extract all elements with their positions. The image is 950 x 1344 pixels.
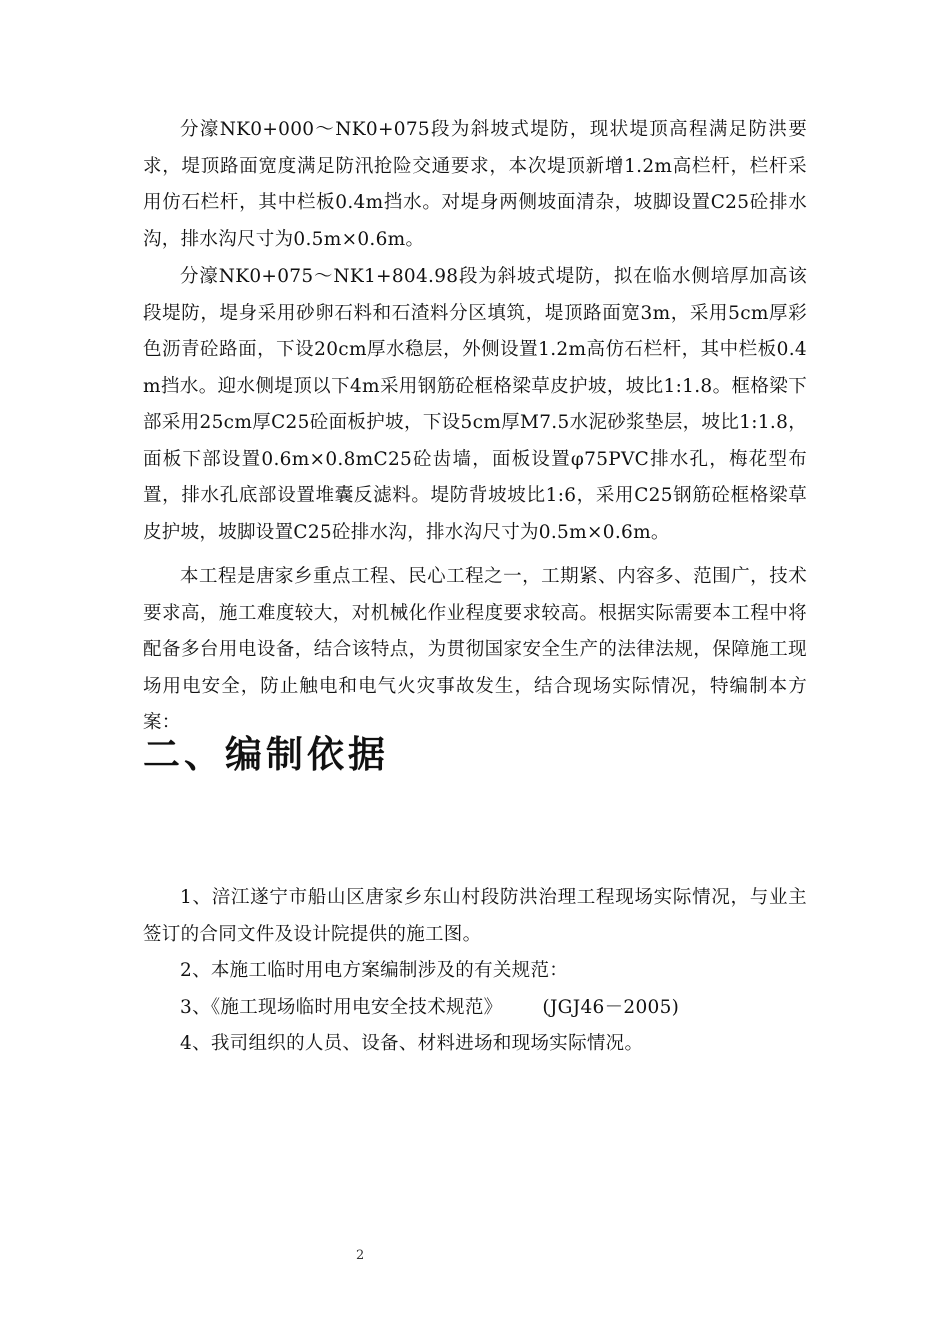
basis-item-3-code: (JGJ46－2005) [542,996,680,1018]
section-heading: 二、编制依据 [143,733,389,776]
basis-item-1: 1、涪江遂宁市船山区唐家乡东山村段防洪治理工程现场实际情况，与业主签订的合同文件及设计院提供的施工图。 [143,887,807,945]
body-paragraph-block-2 [143,259,807,551]
page-number: 2 [356,1248,365,1263]
body-paragraph-block-3 [143,559,807,742]
basis-item-3-title: 3、《施工现场临时用电安全技术规范》 [180,996,503,1018]
paragraph-2: 分濠NK0+075～NK1+804.98段为斜坡式堤防，拟在临水侧培厚加高该段堤防，堤身采用砂卵石料和石渣料分区填筑，堤顶路面宽3m，采用5cm厚彩色沥青砼路面，下设20cm厚水稳层，外侧设置1.2m高仿石栏杆，其中栏板0.4m挡水。迎水侧堤顶以下4m采用钢筋砼框格梁草皮护坡，坡比1:1.8。框格梁下部采用25cm厚C25砼面板护坡，下设5cm厚M7.5水泥砂浆垫层，坡比1:1.8，面板下部设置0.6m×0.8mC25砼齿墙，面板设置φ75PVC排水孔，梅花型布置，排水孔底部设置堆囊反滤料。堤防背坡坡比1:6，采用C25钢筋砼框格梁草皮护坡，坡脚设置C25砼排水沟，排水沟尺寸为0.5m×0.6m。 [143,266,807,543]
paragraph-3: 本工程是唐家乡重点工程、民心工程之一，工期紧、内容多、范围广，技术要求高，施工难度较大，对机械化作业程度要求较高。根据实际需要本工程中将配备多台用电设备，结合该特点，为贯彻国家安全生产的法律法规，保障施工现场用电安全，防止触电和电气火灾事故发生，结合现场实际情况，特编制本方案： [143,566,807,733]
basis-item-3 [143,990,807,1027]
basis-list [143,880,807,1063]
paragraph-1: 分濠NK0+000～NK0+075段为斜坡式堤防，现状堤顶高程满足防洪要求，堤顶路面宽度满足防汛抢险交通要求，本次堤顶新增1.2m高栏杆，栏杆采用仿石栏杆，其中栏板0.4m挡水。对堤身两侧坡面清杂，坡脚设置C25砼排水沟，排水沟尺寸为0.5m×0.6m。 [143,119,807,250]
body-paragraph-block-1 [143,112,807,258]
basis-item-2: 2、本施工临时用电方案编制涉及的有关规范： [180,960,569,981]
basis-item-4: 4、我司组织的人员、设备、材料进场和现场实际情况。 [180,1033,644,1054]
